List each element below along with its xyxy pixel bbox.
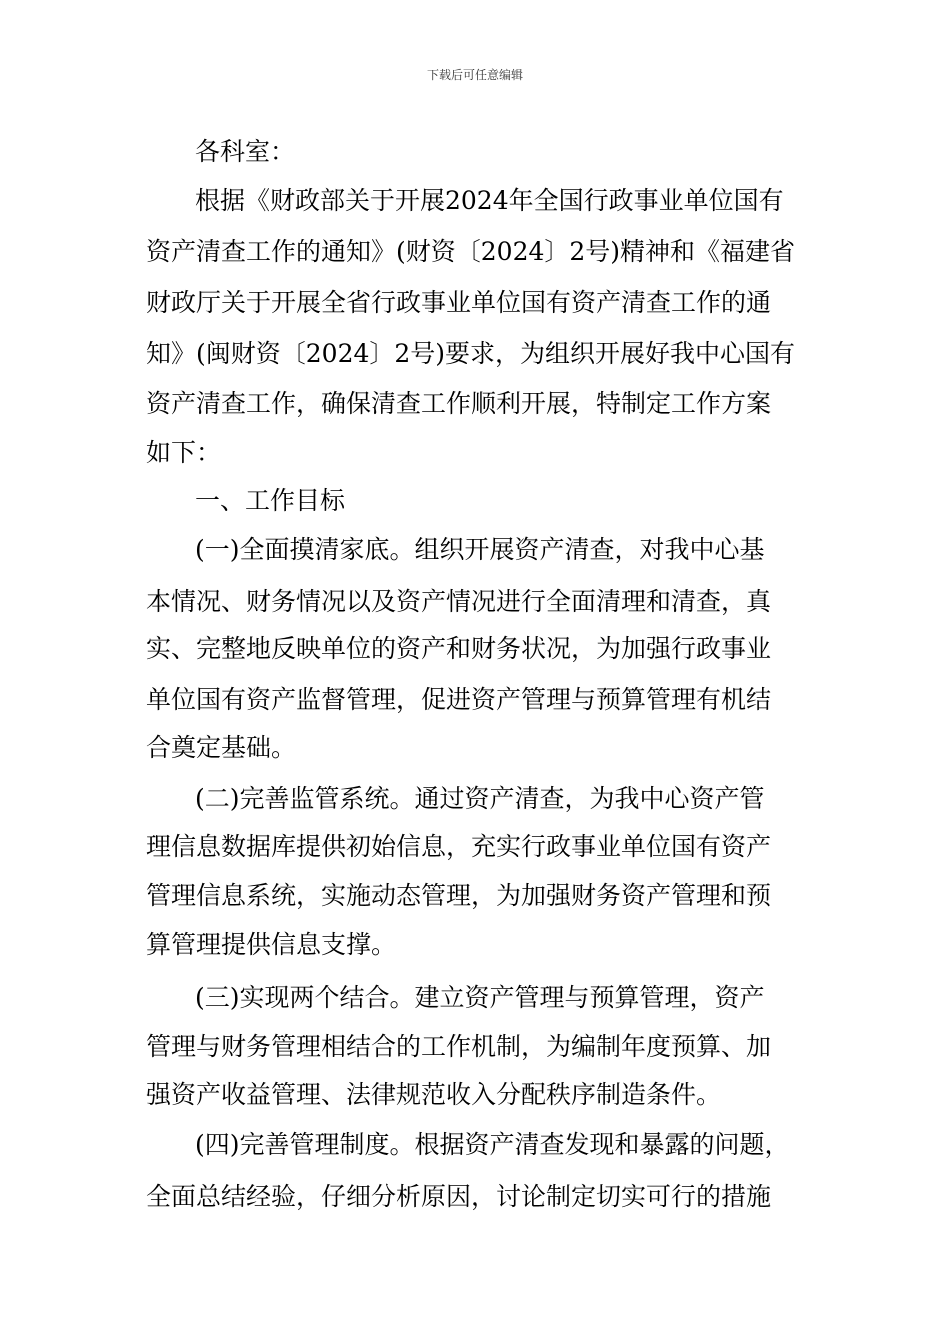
- paragraph-line: (三)实现两个结合。建立资产管理与预算管理，资产: [195, 983, 765, 1012]
- paragraph-line: 如下：: [146, 438, 222, 467]
- paragraph-line: 管理信息系统，实施动态管理，为加强财务资产管理和预: [146, 881, 772, 910]
- paragraph-line: 全面总结经验，仔细分析原因，讨论制定切实可行的措施: [146, 1182, 772, 1211]
- paragraph-line: 理信息数据库提供初始信息，充实行政事业单位国有资产: [146, 832, 772, 861]
- paragraph-line: 本情况、财务情况以及资产情况进行全面清理和清查，真: [146, 587, 772, 616]
- salutation: 各科室：: [195, 137, 296, 166]
- paragraph-line: 合奠定基础。: [146, 733, 297, 762]
- paragraph-line: 根据《财政部关于开展2024年全国行政事业单位国有: [195, 186, 784, 215]
- paragraph-line: (一)全面摸清家底。组织开展资产清查，对我中心基: [195, 535, 765, 564]
- page-header: 下载后可任意编辑: [426, 68, 523, 82]
- section-heading: 一、工作目标: [195, 486, 346, 515]
- paragraph-line: 算管理提供信息支撑。: [146, 930, 397, 959]
- paragraph-line: 财政厅关于开展全省行政事业单位国有资产清查工作的通: [146, 288, 772, 317]
- paragraph-line: 管理与财务管理相结合的工作机制，为编制年度预算、加: [146, 1032, 772, 1061]
- paragraph-line: 强资产收益管理、法律规范收入分配秩序制造条件。: [146, 1080, 722, 1109]
- paragraph-line: 知》(闽财资〔2024〕2号)要求，为组织开展好我中心国有: [146, 339, 796, 368]
- paragraph-line: (四)完善管理制度。根据资产清查发现和暴露的问题，: [195, 1130, 790, 1159]
- paragraph-line: (二)完善监管系统。通过资产清查，为我中心资产管: [195, 784, 765, 813]
- paragraph-line: 单位国有资产监督管理，促进资产管理与预算管理有机结: [146, 685, 772, 714]
- paragraph-line: 资产清查工作，确保清查工作顺利开展，特制定工作方案: [146, 389, 772, 418]
- paragraph-line: 资产清查工作的通知》(财资〔2024〕2号)精神和《福建省: [146, 237, 796, 266]
- paragraph-line: 实、完整地反映单位的资产和财务状况，为加强行政事业: [146, 634, 772, 663]
